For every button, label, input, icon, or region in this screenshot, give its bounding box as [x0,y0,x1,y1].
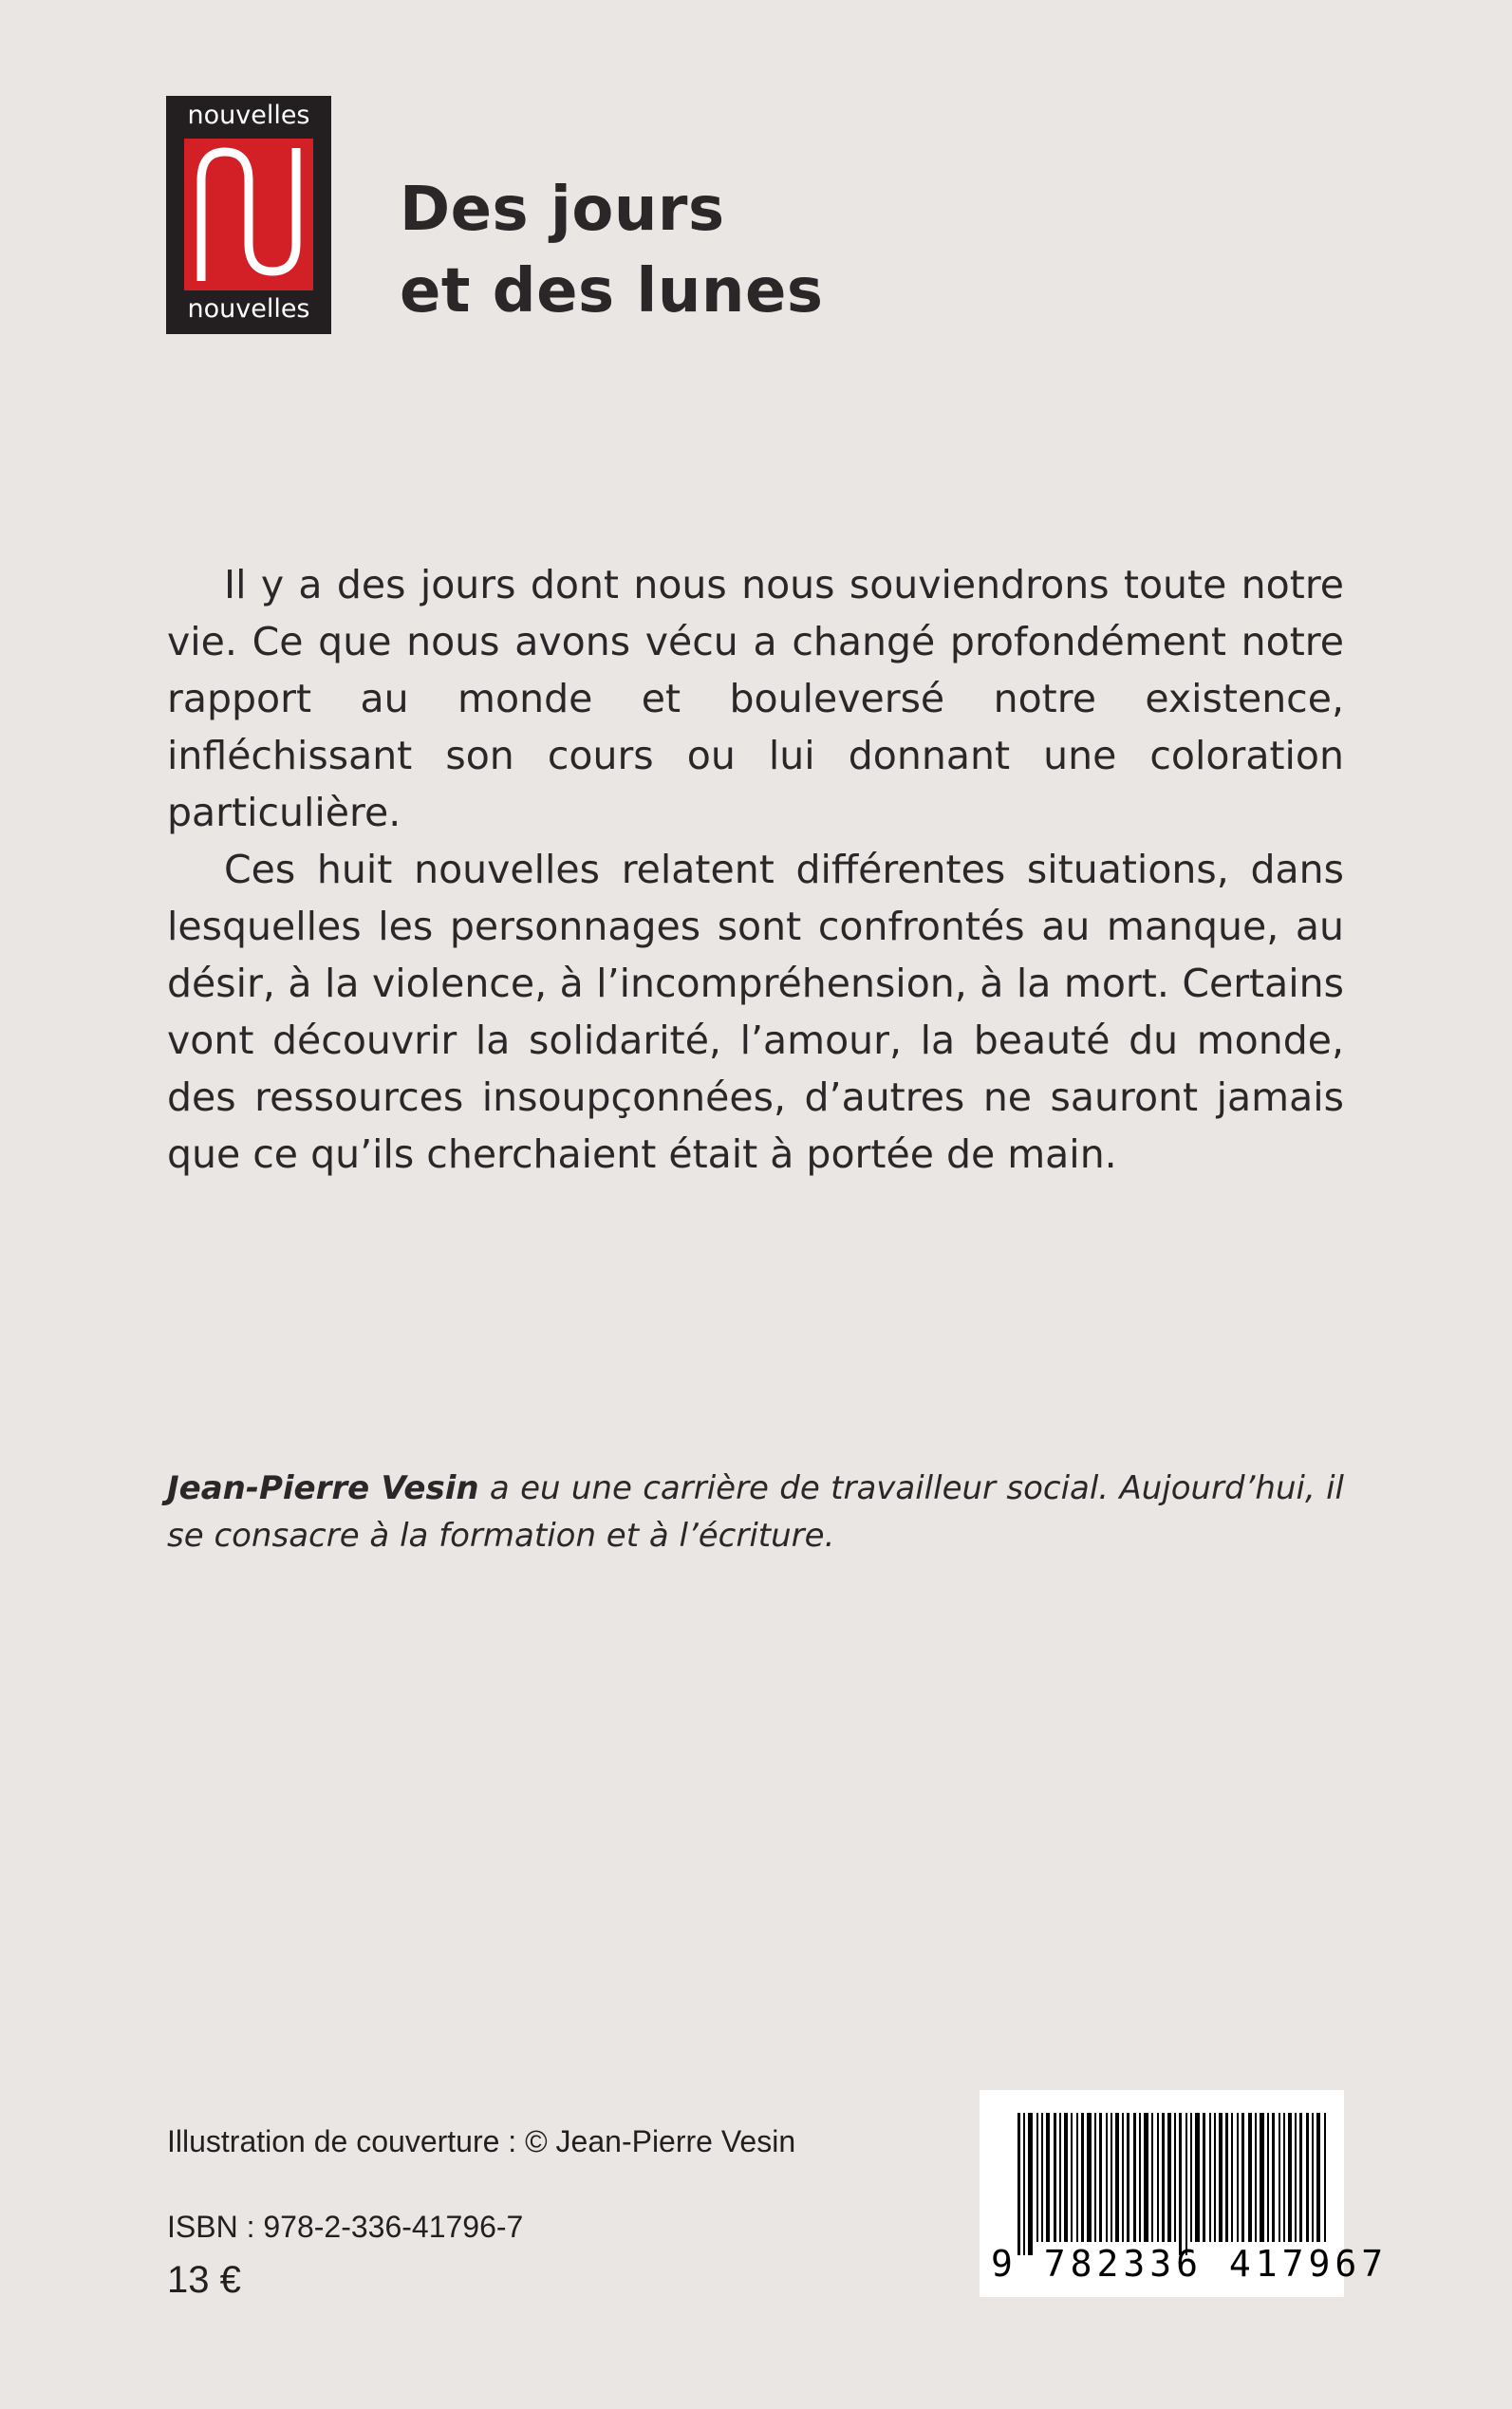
barcode-bar [1174,2113,1176,2242]
summary-paragraph-2: Ces huit nouvelles relatent différentes situations, dans lesquelles les personnages sont confrontés au manque, au désir, à la violence, à l’incompréhension, à la mort. Certains vont découvrir la solidarité, l’amour, la beauté du monde, des ressources insoupçonnées, d’autres ne sauront jamais que ce qu’ils cherchaient était à portée de main. [167,847,1344,1177]
barcode-bar [1046,2113,1050,2242]
barcode-bar [1162,2113,1165,2242]
barcode-bar [1295,2113,1297,2242]
barcode-bar [1151,2113,1153,2242]
barcode-bar [1127,2113,1129,2242]
barcode-bar [1272,2113,1275,2242]
barcode-bar [1185,2113,1187,2255]
barcode-bar [1279,2113,1280,2242]
barcode-bar [1225,2113,1228,2242]
barcode-bar [1306,2113,1309,2242]
logo-series-bottom: nouvelles [187,294,310,324]
logo-monogram [184,139,313,290]
barcode-bar [1059,2113,1061,2242]
author-name: Jean-Pierre Vesin [167,1469,479,1507]
barcode-bar [1087,2113,1092,2242]
title-line-2: et des lunes [400,256,824,327]
barcode-bar [1190,2113,1192,2242]
barcode-bar [1076,2113,1078,2242]
barcode-bar [1023,2113,1025,2255]
illustration-credit: Illustration de couverture : © Jean-Pierre Vesin [167,2124,796,2158]
barcode-bar [1115,2113,1119,2242]
barcode-bar [1312,2113,1314,2242]
barcode-bar [1139,2113,1141,2242]
barcode-bar [1248,2113,1252,2242]
barcode-bar [1094,2113,1096,2242]
barcode-bar [1081,2113,1084,2242]
barcode-bar [1144,2113,1148,2242]
barcode-bar [1195,2113,1200,2242]
barcode-bar [1267,2113,1269,2242]
book-title [400,169,823,332]
barcode-bar [1255,2113,1257,2242]
barcode-bar [1036,2113,1038,2242]
author-bio-text: a eu une carrière de travailleur social. Aujourd’hui, il se consacre à la formation et à l’écriture. [167,1469,1344,1555]
barcode-bar [1214,2113,1216,2242]
barcode-bar [1288,2113,1292,2242]
barcode-bar [1316,2113,1320,2242]
barcode-bar [1017,2113,1020,2255]
barcode [980,2090,1389,2297]
barcode-bar [1219,2113,1223,2242]
barcode-bar [1203,2113,1205,2242]
barcode-bar [1064,2113,1068,2242]
barcode-bar [1299,2113,1302,2242]
author-bio [167,1465,1344,1559]
barcode-bar [1071,2113,1073,2242]
barcode-bar [1237,2113,1239,2242]
book-summary [167,556,1344,1183]
barcode-bar [1157,2113,1159,2242]
barcode-bar [1324,2113,1326,2242]
barcode-bar [1122,2113,1124,2242]
barcode-bar [1241,2113,1244,2242]
barcode-bar [1028,2113,1033,2255]
barcode-bar [1283,2113,1285,2242]
price: 13 € [167,2259,241,2301]
nu-monogram-icon [184,139,313,290]
barcode-bar [1167,2113,1171,2242]
publisher-logo [166,96,331,334]
barcode-bar [1209,2113,1211,2242]
barcode-bar [1133,2113,1136,2242]
barcode-bar [1106,2113,1108,2242]
title-line-1: Des jours [400,175,725,245]
barcode-digits: 9 782336 417967 [991,2243,1389,2285]
barcode-bar [1179,2113,1182,2255]
logo-series-top: nouvelles [187,101,310,130]
barcode-bar [1099,2113,1102,2242]
barcode-bar [1111,2113,1112,2242]
isbn: ISBN : 978-2-336-41796-7 [167,2210,524,2244]
barcode-bar [1231,2113,1233,2242]
barcode-bar [1054,2113,1056,2242]
summary-paragraph-1: Il y a des jours dont nous nous souviendrons toute notre vie. Ce que nous avons vécu a changé profondément notre rapport au monde et bouleversé notre existence, infléchissant son cours ou lui donnant une coloration particulière. [167,562,1344,835]
barcode-bar [1041,2113,1043,2242]
barcode-bar [1260,2113,1264,2242]
